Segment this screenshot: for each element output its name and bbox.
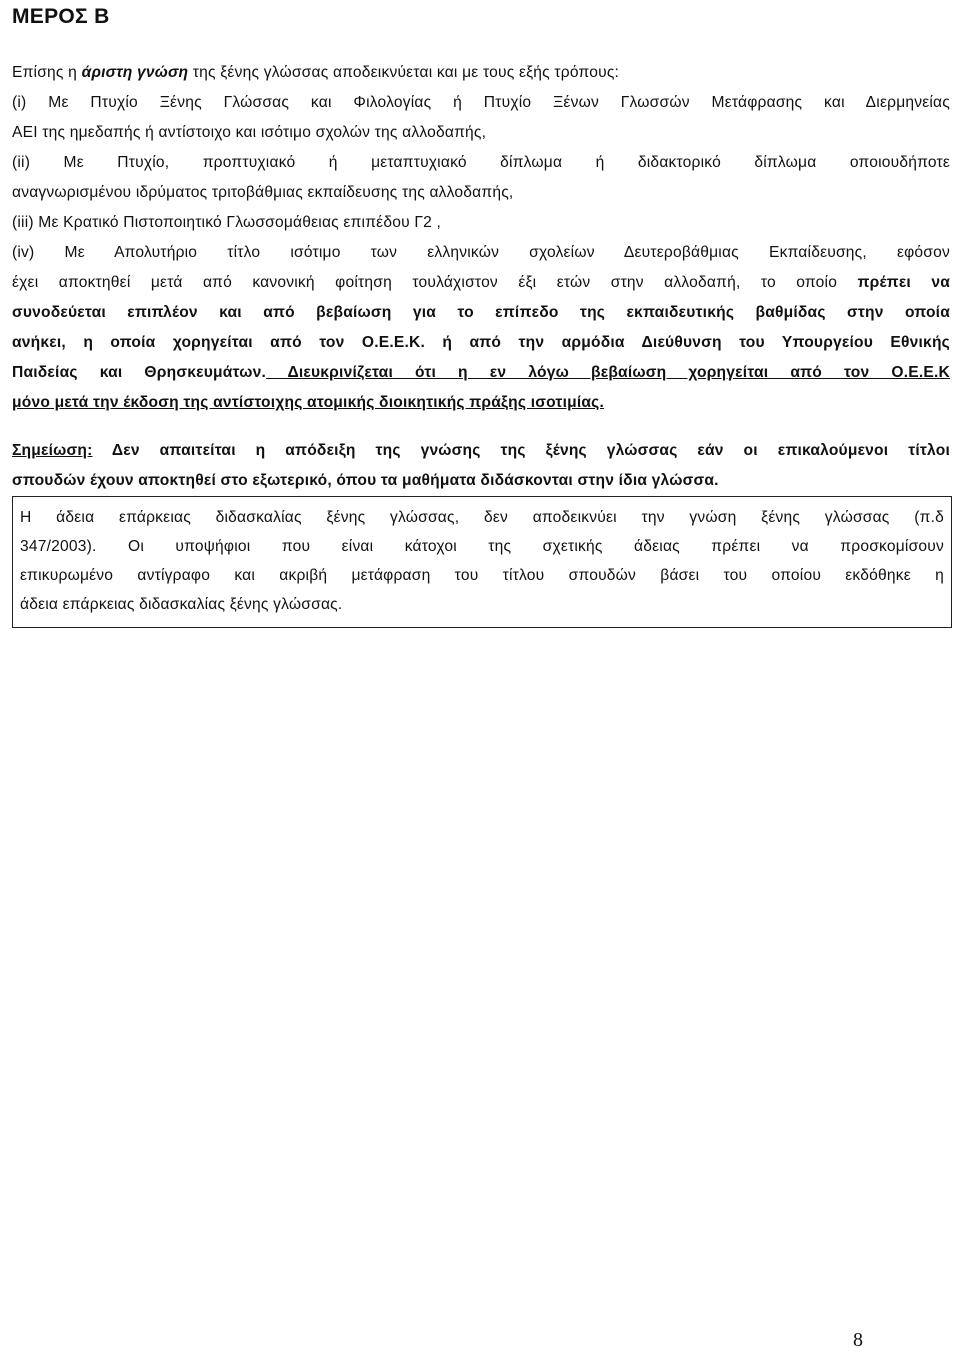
clarification-underlined: Διευκρινίζεται ότι η εν λόγω βεβαίωση χορηγείται από τον Ο.Ε.Ε.Κ xyxy=(266,364,950,381)
item-iv-line-6: μόνο μετά την έκδοση της αντίστοιχης ατομικής διοικητικής πράξης ισοτιμίας. xyxy=(12,394,605,411)
box-line-1: Η άδεια επάρκειας διδασκαλίας ξένης γλώσσας, δεν αποδεικνύει την γνώση ξένης γλώσσας (π.δ xyxy=(20,509,944,526)
page-number: 8 xyxy=(853,1329,863,1351)
document-page xyxy=(12,0,950,613)
item-iv-line-4: ανήκει, η οποία χορηγείται από τον Ο.Ε.Ε.Κ. ή από την αρμόδια Διεύθυνση του Υπουργείου Εθνικής xyxy=(12,334,950,351)
item-i-line-1: (i) Με Πτυχίο Ξένης Γλώσσας και Φιλολογίας ή Πτυχίο Ξένων Γλωσσών Μετάφρασης και Διερμηνείας xyxy=(12,94,950,111)
item-iv-text: έχει αποκτηθεί μετά από κανονική φοίτηση τουλάχιστον έξι ετών στην αλλοδαπή, το οποίο xyxy=(12,274,858,291)
emphasis-excellent-knowledge: άριστη γνώση xyxy=(81,64,189,81)
intro-paragraph xyxy=(12,58,950,418)
intro-text: Επίσης η xyxy=(12,64,82,81)
intro-text: της ξένης γλώσσας αποδεικνύεται και με τους εξής τρόπους: xyxy=(188,64,620,81)
item-iv-line-1: (iv) Με Απολυτήριο τίτλο ισότιμο των ελληνικών σχολείων Δευτεροβάθμιας Εκπαίδευσης, εφόσον xyxy=(12,244,950,261)
intro-line-1 xyxy=(12,58,950,88)
item-ii-line-2: αναγνωρισμένου ιδρύματος τριτοβάθμιας εκπαίδευσης της αλλοδαπής, xyxy=(12,184,514,201)
teaching-license-notice-box xyxy=(12,496,952,628)
item-iv-line-5 xyxy=(12,358,950,388)
section-heading: ΜΕΡΟΣ Β xyxy=(12,5,110,28)
box-line-2: 347/2003). Οι υποψήφιοι που είναι κάτοχοι της σχετικής άδειας πρέπει να προσκομίσουν xyxy=(20,538,944,555)
box-line-4: άδεια επάρκειας διδασκαλίας ξένης γλώσσας. xyxy=(20,596,343,613)
note-line-2: σπουδών έχουν αποκτηθεί στο εξωτερικό, όπου τα μαθήματα διδάσκονται στην ίδια γλώσσα. xyxy=(12,472,719,489)
item-iv-bold: πρέπει να xyxy=(857,274,950,291)
item-iii-line: (iii) Με Κρατικό Πιστοποιητικό Γλωσσομάθειας επιπέδου Γ2 , xyxy=(12,214,442,231)
note-text: Δεν απαιτείται η απόδειξη της γνώσης της ξένης γλώσσας εάν οι επικαλούμενοι τίτλοι xyxy=(92,442,950,459)
item-iv-line-3: συνοδεύεται επιπλέον και από βεβαίωση για το επίπεδο της εκπαιδευτικής βαθμίδας στην οποία xyxy=(12,304,950,321)
note-paragraph xyxy=(12,436,950,496)
note-line-1 xyxy=(12,436,950,466)
item-iv-line-2 xyxy=(12,268,950,298)
item-iv-bold: Παιδείας και Θρησκευμάτων. xyxy=(12,364,267,381)
item-ii-line-1: (ii) Με Πτυχίο, προπτυχιακό ή μεταπτυχιακό δίπλωμα ή διδακτορικό δίπλωμα οποιουδήποτε xyxy=(12,154,950,171)
item-i-line-2: ΑΕΙ της ημεδαπής ή αντίστοιχο και ισότιμο σχολών της αλλοδαπής, xyxy=(12,124,487,141)
box-line-3: επικυρωμένο αντίγραφο και ακριβή μετάφραση του τίτλου σπουδών βάσει του οποίου εκδόθηκε η xyxy=(20,567,944,584)
note-label: Σημείωση: xyxy=(12,442,93,459)
